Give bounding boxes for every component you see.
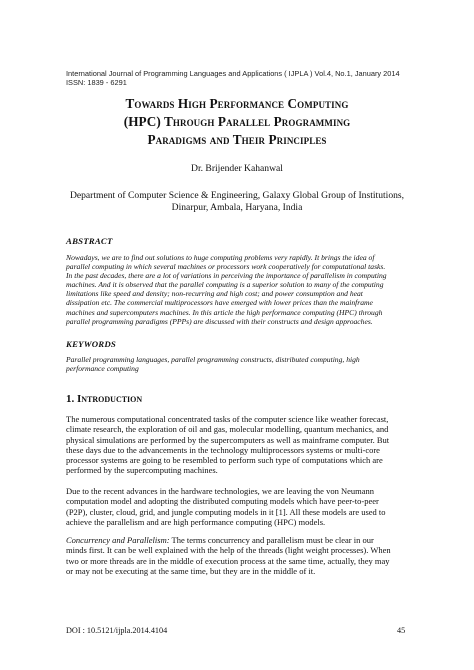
paper-title bbox=[40, 95, 434, 149]
paragraph-line-rest: The terms concurrency and parallelism must be clear in our bbox=[169, 535, 374, 545]
abstract-heading: ABSTRACT bbox=[66, 236, 113, 246]
abstract-line: limitations like speed and density; non-recurring and high cost; and power consumption and heat bbox=[66, 289, 363, 299]
abstract-body bbox=[66, 253, 409, 326]
abstract-line: parallel computing in which several machines or processors work cooperatively for computational tasks. bbox=[66, 262, 386, 272]
paragraph-line bbox=[66, 535, 409, 545]
paragraph-line: these days due to the advancements in the technology multiprocessors systems or multi-core bbox=[66, 444, 380, 455]
page-number: 45 bbox=[397, 626, 406, 635]
abstract-line: In the past decades, there are a lot of variations in perceiving the importance of parallelism in computing bbox=[66, 271, 387, 281]
keywords-line: Parallel programming languages, parallel programming constructs, distributed computing, high bbox=[66, 355, 360, 364]
abstract-line: parallel programming paradigms (PPPs) are discussed with their constructs and design approaches. bbox=[66, 316, 373, 326]
keywords-line: performance computing bbox=[66, 364, 139, 374]
abstract-line: machines and supercomputers machines. In this article the high performance computing (HPC) through bbox=[66, 307, 383, 317]
title-line-2: (HPC) Through Parallel Programming bbox=[123, 114, 351, 129]
affiliation-line-2: Dinarpur, Ambala, Haryana, India bbox=[171, 202, 303, 213]
introduction-heading bbox=[66, 393, 142, 405]
paragraph-line: Due to the recent advances in the hardware technologies, we are leaving the von Neumann bbox=[66, 486, 375, 496]
affiliation bbox=[50, 190, 424, 214]
title-line-1: Towards High Performance Computing bbox=[125, 96, 349, 111]
abstract-line: Nowadays, we are to find out solutions to huge computing problems very rapidly. It brings the idea of bbox=[66, 253, 375, 262]
paragraph-line: climate research, the exploration of oil and gas, molecular modelling, quantum mechanics, and bbox=[66, 424, 389, 435]
introduction-heading-text: 1. Introduction bbox=[66, 393, 143, 405]
paragraph-line: performed by the supercomputing machines. bbox=[66, 465, 218, 476]
paragraph-line: achieve the parallelism and are high performance computing (HPC) models. bbox=[66, 516, 326, 527]
paragraph-line: computation model and adopting the distributed computing models which have peer-to-peer bbox=[66, 496, 379, 507]
intro-paragraph-2 bbox=[66, 486, 409, 527]
paragraph-line: two or more threads are in the middle of execution process at the same time, actually, they may bbox=[66, 555, 390, 566]
keywords-heading: KEYWORDS bbox=[66, 339, 116, 349]
affiliation-line-1: Department of Computer Science & Engineering, Galaxy Global Group of Institutions, bbox=[69, 190, 405, 201]
paragraph-line: or may not be executing at the same time, but they are in the middle of it. bbox=[66, 565, 316, 576]
concurrency-label: Concurrency and Parallelism: bbox=[66, 535, 170, 545]
abstract-line: machines. And it is observed that the parallel computing is a superior solution to many of the computing bbox=[66, 280, 384, 290]
issn: ISSN: 1839 - 6291 bbox=[66, 78, 127, 87]
title-line-3: Paradigms and Their Principles bbox=[147, 132, 327, 147]
paragraph-line: (P2P), cluster, cloud, grid, and jungle computing models in it [1]. All these models are used to bbox=[66, 506, 386, 517]
author-name: Dr. Brijender Kahanwal bbox=[191, 163, 283, 174]
paragraph-line: minds first. It can be well explained with the help of the threads (light weight processes). When bbox=[66, 545, 391, 556]
intro-paragraph-3 bbox=[66, 535, 409, 576]
journal-header bbox=[66, 69, 400, 87]
journal-citation: International Journal of Programming Languages and Applications ( IJPLA ) Vol.4, No.1, January 2014 bbox=[66, 69, 400, 78]
keywords-body bbox=[66, 355, 409, 373]
paragraph-line: physical simulations are performed by the supercomputers as well as mainframe computer. But bbox=[66, 434, 390, 445]
intro-paragraph-1 bbox=[66, 414, 409, 476]
abstract-line: dissipation etc. The commercial multiprocessors have emerged with lower prices than the mainframe bbox=[66, 298, 373, 308]
paragraph-line: The numerous computational concentrated tasks of the computer science like weather forecast, bbox=[66, 414, 389, 424]
paragraph-line: processor systems are going to be resembled to perform such type of computations which are bbox=[66, 455, 383, 466]
doi-footer: DOI : 10.5121/ijpla.2014.4104 bbox=[66, 626, 168, 635]
